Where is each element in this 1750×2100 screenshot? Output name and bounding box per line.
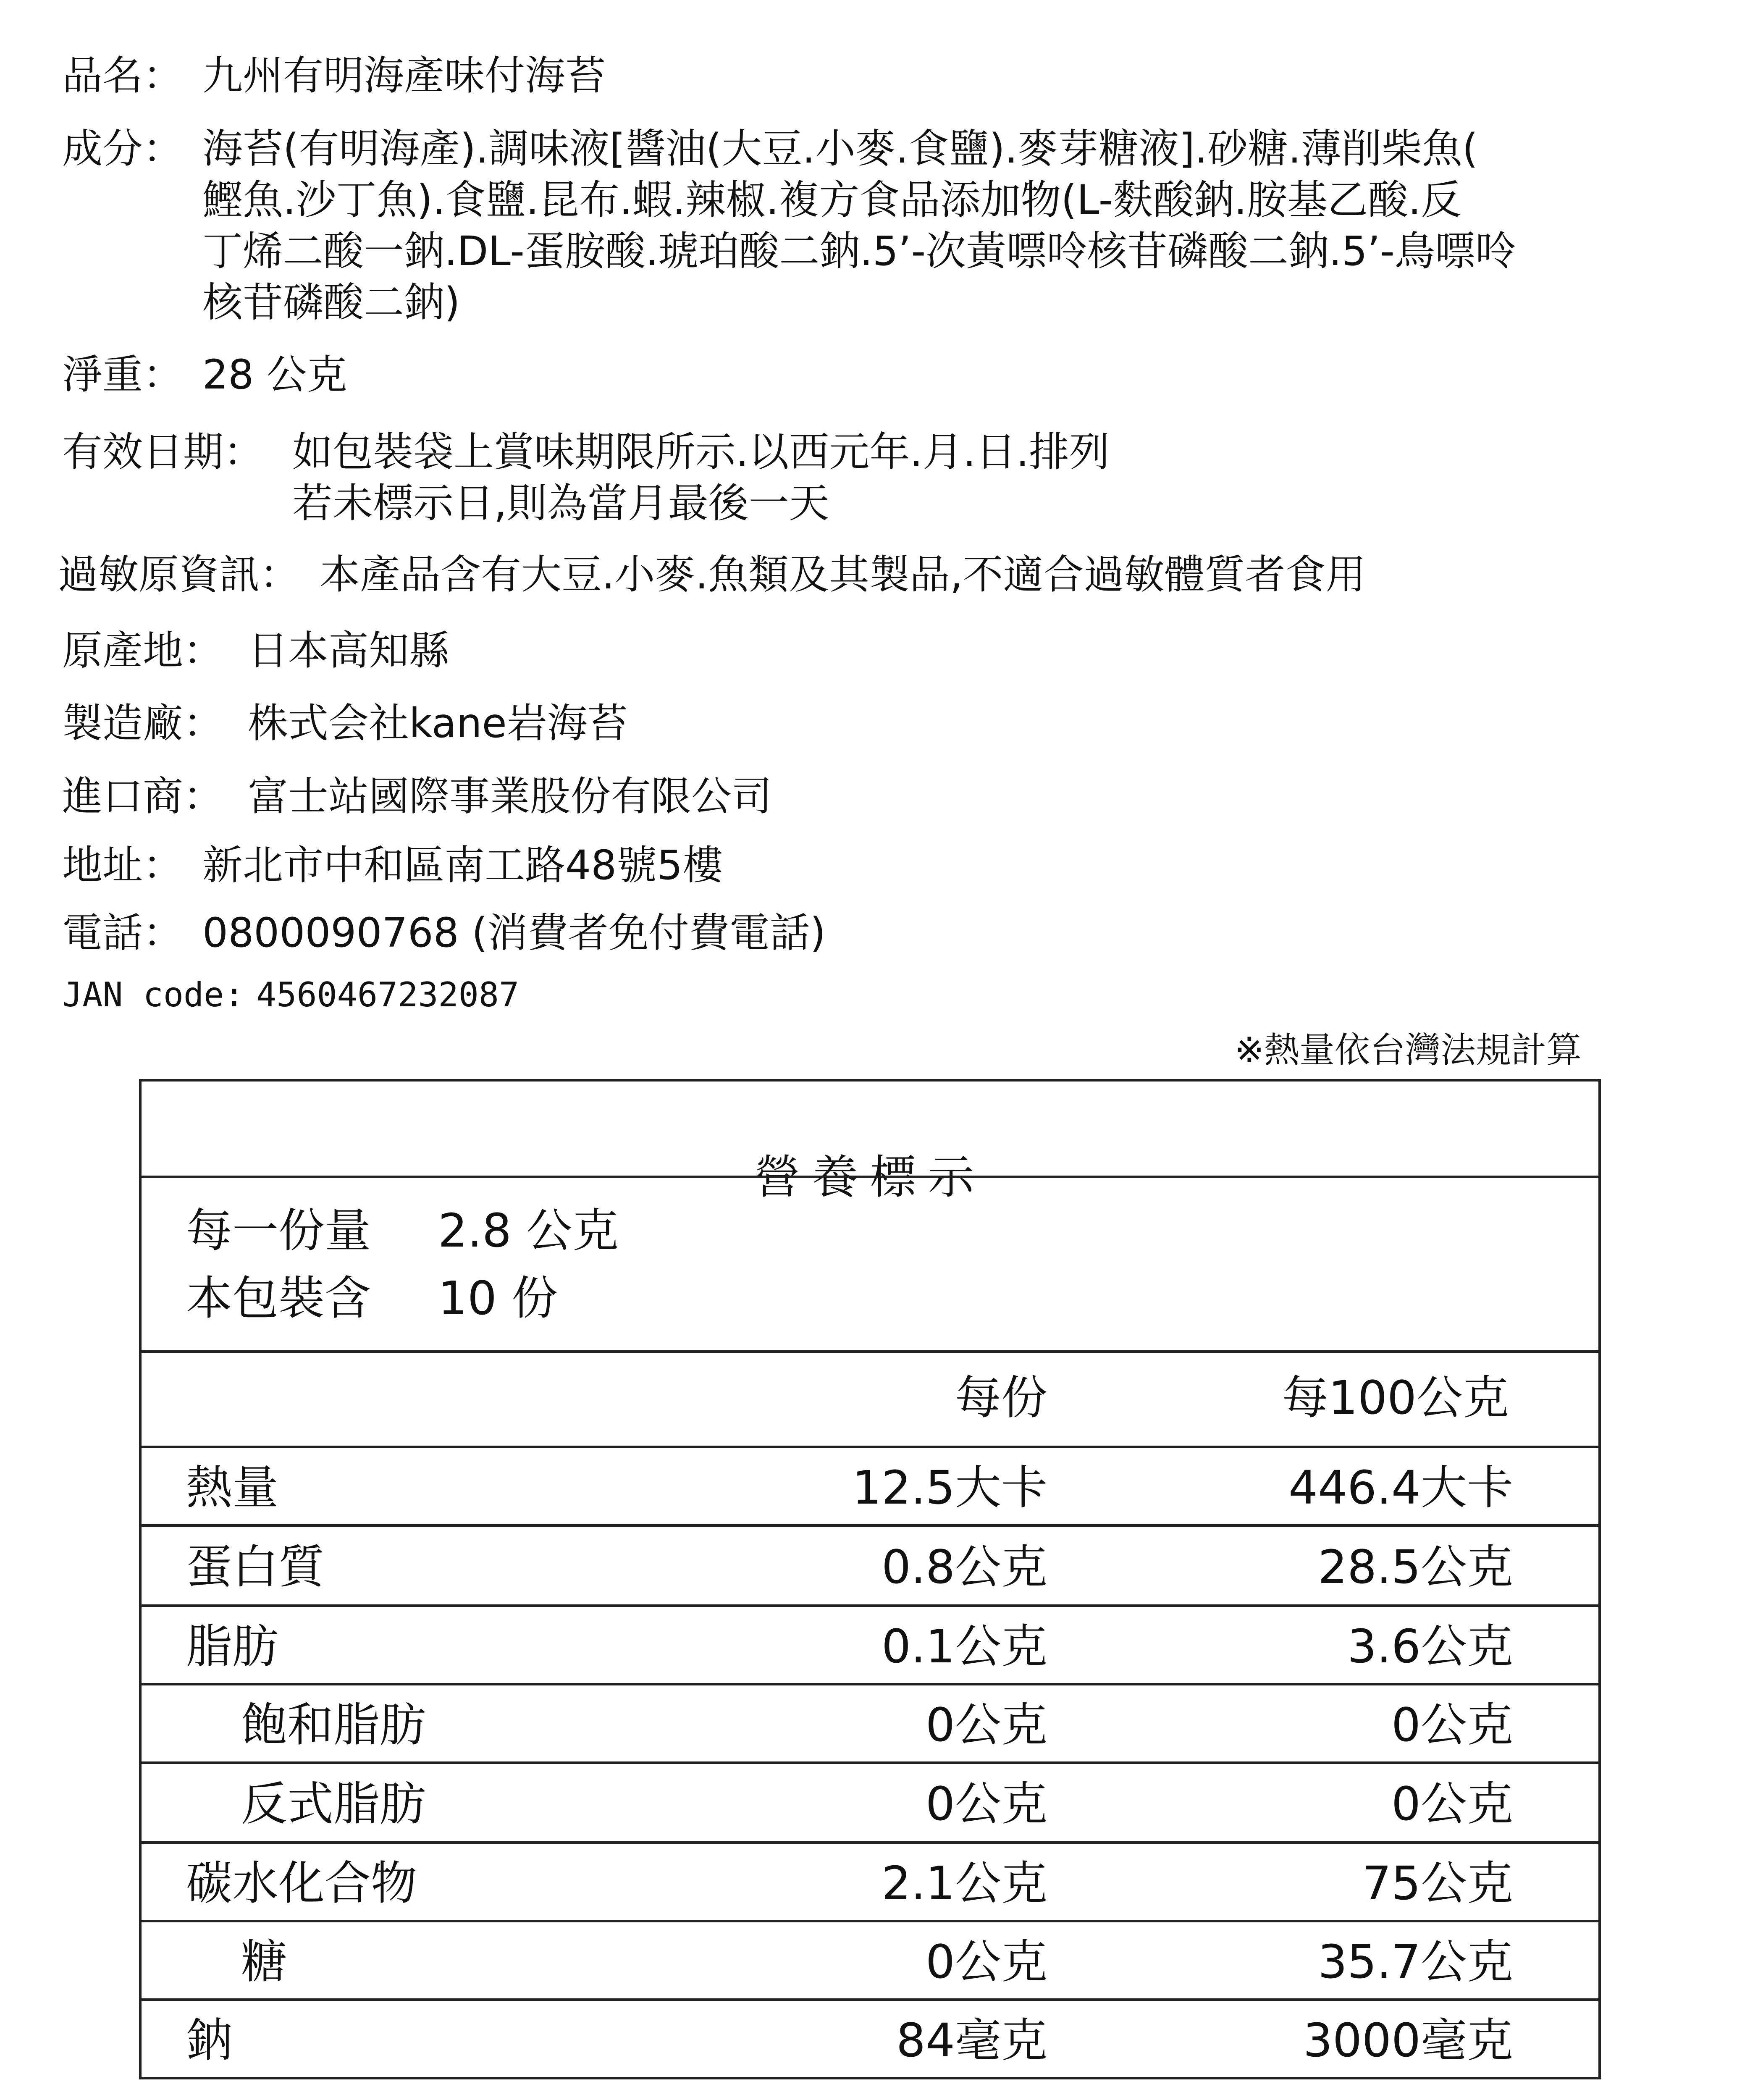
divider [142, 1998, 1598, 2001]
servings-label: 本包裝含 [186, 1271, 371, 1325]
address-value: 新北市中和區南工路48號5樓 [202, 842, 723, 889]
per-100g-value: 446.4大卡 [1288, 1460, 1513, 1515]
per-100g-value: 75公克 [1362, 1856, 1513, 1910]
nutrient-name: 蛋白質 [186, 1540, 325, 1594]
phone-value: 0800090768 (消費者免付費電話) [202, 909, 826, 956]
phone-label: 電話： [62, 909, 183, 956]
divider [142, 1350, 1598, 1353]
per-serving-value: 0公克 [926, 1935, 1047, 1989]
divider [142, 1176, 1598, 1178]
net-weight-label: 淨重： [62, 351, 183, 398]
nutrient-name: 脂肪 [186, 1619, 278, 1673]
per-serving-value: 84毫克 [896, 2013, 1047, 2067]
nutrient-name: 熱量 [186, 1460, 278, 1515]
ingredients-label: 成分： [62, 125, 183, 172]
divider [142, 1841, 1598, 1844]
per-100g-value: 35.7公克 [1318, 1935, 1513, 1989]
divider [142, 1761, 1598, 1764]
col-per-serving: 每份 [955, 1371, 1047, 1425]
per-100g-value: 0公克 [1391, 1698, 1513, 1752]
nutrition-table [139, 1079, 1601, 2079]
manufacturer-value: 株式会社kane岩海苔 [248, 700, 628, 747]
nutrient-name: 飽和脂肪 [241, 1698, 426, 1752]
divider [142, 1683, 1598, 1685]
per-serving-value: 2.1公克 [882, 1856, 1047, 1910]
importer-value: 富士站國際事業股份有限公司 [248, 773, 772, 820]
per-100g-value: 3000毫克 [1303, 2013, 1513, 2067]
allergen-value: 本產品含有大豆.小麥.魚類及其製品,不適合過敏體質者食用 [320, 551, 1366, 598]
jan-label: JAN code: [62, 975, 244, 1014]
allergen-label: 過敏原資訊： [58, 551, 300, 598]
divider [142, 1920, 1598, 1922]
per-100g-value: 3.6公克 [1347, 1619, 1513, 1673]
nutrient-name: 碳水化合物 [186, 1856, 417, 1910]
per-100g-value: 0公克 [1391, 1777, 1513, 1831]
serving-size-value: 2.8 公克 [438, 1204, 619, 1257]
address-label: 地址： [62, 842, 183, 889]
per-100g-value: 28.5公克 [1318, 1540, 1513, 1594]
ingredients-line: 核苷磷酸二鈉) [202, 279, 460, 326]
name-value: 九州有明海產味付海苔 [202, 52, 606, 99]
servings-value: 10 份 [438, 1271, 558, 1325]
ingredients-line: 丁烯二酸一鈉.DL-蛋胺酸.琥珀酸二鈉.5’-次黃嘌呤核苷磷酸二鈉.5’-鳥嘌呤 [202, 228, 1516, 275]
expiry-line: 若未標示日,則為當月最後一天 [292, 480, 829, 527]
jan-value: 4560467232087 [256, 975, 519, 1014]
name-label: 品名： [62, 52, 183, 99]
nutrient-name: 糖 [241, 1935, 287, 1989]
per-serving-value: 0.8公克 [882, 1540, 1047, 1594]
calorie-note: ※熱量依台灣法規計算 [1234, 1029, 1582, 1071]
nutrition-title: 營養標示 [754, 1150, 986, 1204]
ingredients-line: 海苔(有明海產).調味液[醬油(大豆.小麥.食鹽).麥芽糖液].砂糖.薄削柴魚( [202, 125, 1478, 172]
expiry-line: 如包裝袋上賞味期限所示.以西元年.月.日.排列 [292, 428, 1110, 475]
origin-label: 原產地： [62, 627, 223, 674]
serving-size-label: 每一份量 [186, 1204, 371, 1257]
col-per-100g: 每100公克 [1282, 1371, 1509, 1425]
manufacturer-label: 製造廠： [62, 700, 223, 747]
importer-label: 進口商： [62, 773, 223, 820]
divider [142, 1604, 1598, 1607]
per-serving-value: 0公克 [926, 1777, 1047, 1831]
ingredients-line: 鰹魚.沙丁魚).食鹽.昆布.蝦.辣椒.複方食品添加物(L-麩酸鈉.胺基乙酸.反 [202, 176, 1461, 223]
divider [142, 1524, 1598, 1527]
nutrient-name: 反式脂肪 [241, 1777, 426, 1831]
origin-value: 日本高知縣 [248, 627, 449, 674]
expiry-label: 有效日期： [62, 428, 264, 475]
nutrient-name: 鈉 [186, 2013, 232, 2067]
per-serving-value: 0公克 [926, 1698, 1047, 1752]
per-serving-value: 12.5大卡 [852, 1460, 1047, 1515]
per-serving-value: 0.1公克 [882, 1619, 1047, 1673]
net-weight-value: 28 公克 [202, 351, 347, 398]
divider [142, 1446, 1598, 1448]
